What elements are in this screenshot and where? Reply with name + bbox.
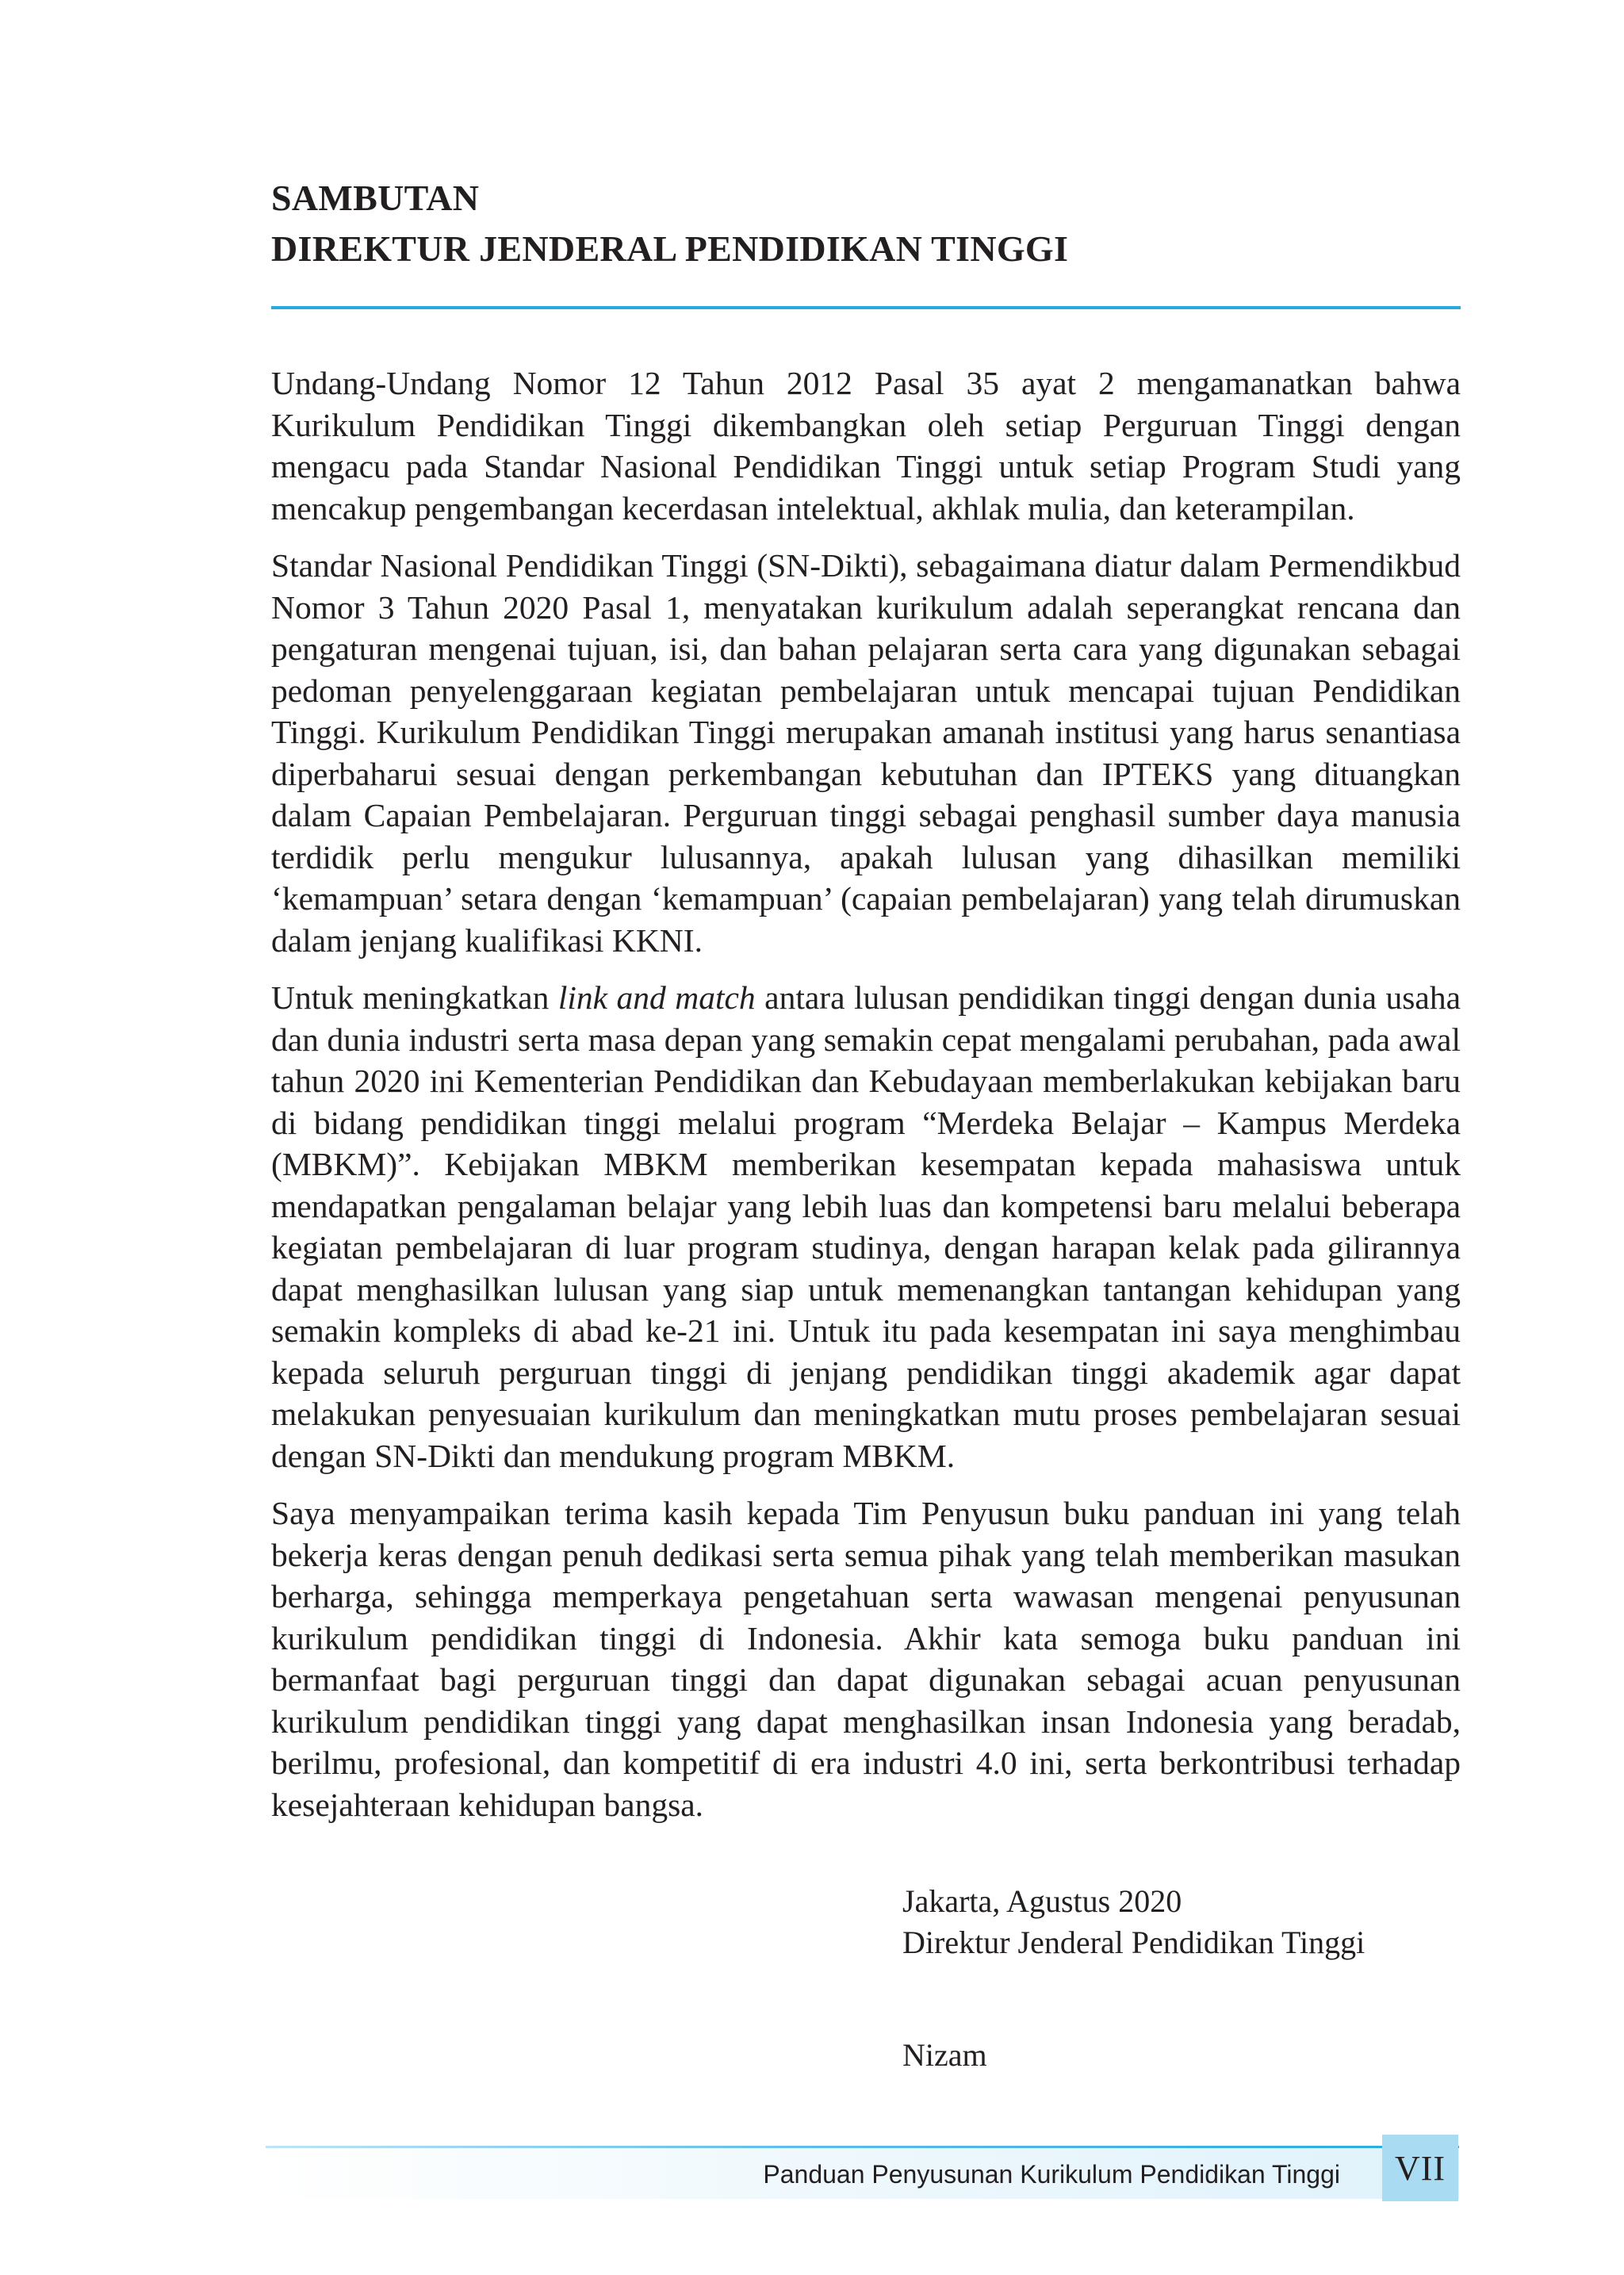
paragraph-3-lead: Untuk meningkatkan [271, 979, 550, 1016]
signature-position: Direktur Jenderal Pendidikan Tinggi [902, 1925, 1365, 1960]
page-heading [271, 173, 1461, 274]
signature-name: Nizam [902, 2037, 987, 2073]
body-text [271, 362, 1461, 1841]
page-number-box [1382, 2135, 1458, 2201]
paragraph-1: Undang-Undang Nomor 12 Tahun 2012 Pasal 35 ayat 2 mengamanatkan bahwa Kurikulum Pendidikan Tinggi dikembangkan oleh setiap Perguruan Tinggi dengan mengacu pada Standar Nasional Pendidikan Tinggi untuk setiap Program Studi yang mencakup pengembangan kecerdasan intelektual, akhlak mulia, dan keterampilan. [271, 365, 1461, 527]
footer-book-title: Panduan Penyusunan Kurikulum Pendidikan Tinggi [763, 2160, 1340, 2189]
paragraph-3-rest: antara lulusan pendidikan tinggi dengan dunia usaha dan dunia industri serta masa depan yang semakin cepat mengalami perubahan, pada awal tahun 2020 ini Kementerian Pendidikan dan Kebudayaan memberlakukan kebijakan baru di bidang pendidikan tinggi melalui program “Merdeka Belajar – Kampus Merdeka (MBKM)”. Kebijakan MBKM memberikan kesempatan kepada mahasiswa untuk mendapatkan pengalaman belajar yang lebih luas dan kompetensi baru melalui beberapa kegiatan pembelajaran di luar program studinya, dengan harapan kelak pada gilirannya dapat menghasilkan lulusan yang siap untuk memenangkan tantangan kehidupan yang semakin kompleks di abad ke-21 ini. Untuk itu pada kesempatan ini saya menghimbau kepada seluruh perguruan tinggi di jenjang pendidikan tinggi akademik agar dapat melakukan penyesuaian kurikulum dan meningkatkan mutu proses pembelajaran sesuai dengan SN-Dikti dan mendukung program MBKM. [271, 979, 1461, 1474]
signature-place-date: Jakarta, Agustus 2020 [902, 1883, 1182, 1919]
paragraph-3 [271, 977, 1461, 1476]
paragraph-4: Saya menyampaikan terima kasih kepada Tim Penyusun buku panduan ini yang telah bekerja keras dengan penuh dedikasi serta semua pihak yang telah memberikan masukan berharga, sehingga memperkaya pengetahuan serta wawasan mengenai penyusunan kurikulum pendidikan tinggi di Indonesia. Akhir kata semoga buku panduan ini bermanfaat bagi perguruan tinggi dan dapat digunakan sebagai acuan penyusunan kurikulum pendidikan tinggi yang dapat menghasilkan insan Indonesia yang beradab, berilmu, profesional, dan kompetitif di era industri 4.0 ini, serta berkontribusi terhadap kesejahteraan kehidupan bangsa. [271, 1495, 1461, 1823]
heading-line-2: DIREKTUR JENDERAL PENDIDIKAN TINGGI [271, 228, 1069, 269]
page-number: VII [1394, 2148, 1446, 2188]
paragraph-2: Standar Nasional Pendidikan Tinggi (SN-Dikti), sebagaimana diatur dalam Permendikbud Nomor 3 Tahun 2020 Pasal 1, menyatakan kurikulum adalah seperangkat rencana dan pengaturan mengenai tujuan, isi, dan bahan pelajaran serta cara yang digunakan sebagai pedoman penyelenggaraan kegiatan pembelajaran untuk mencapai tujuan Pendidikan Tinggi. Kurikulum Pendidikan Tinggi merupakan amanah institusi yang harus senantiasa diperbaharui sesuai dengan perkembangan kebutuhan dan IPTEKS yang dituangkan dalam Capaian Pembelajaran. Perguruan tinggi sebagai penghasil sumber daya manusia terdidik perlu mengukur lulusannya, apakah lulusan yang dihasilkan memiliki ‘kemampuan’ setara dengan ‘kemampuan’ (capaian pembelajaran) yang telah dirumuskan dalam jenjang kualifikasi KKNI. [271, 547, 1461, 959]
footer-bar [266, 2148, 1459, 2199]
paragraph-3-italic-term: link and match [557, 979, 756, 1016]
heading-divider [271, 306, 1461, 309]
signature-block [902, 1881, 1457, 2076]
heading-line-1: SAMBUTAN [271, 178, 480, 218]
